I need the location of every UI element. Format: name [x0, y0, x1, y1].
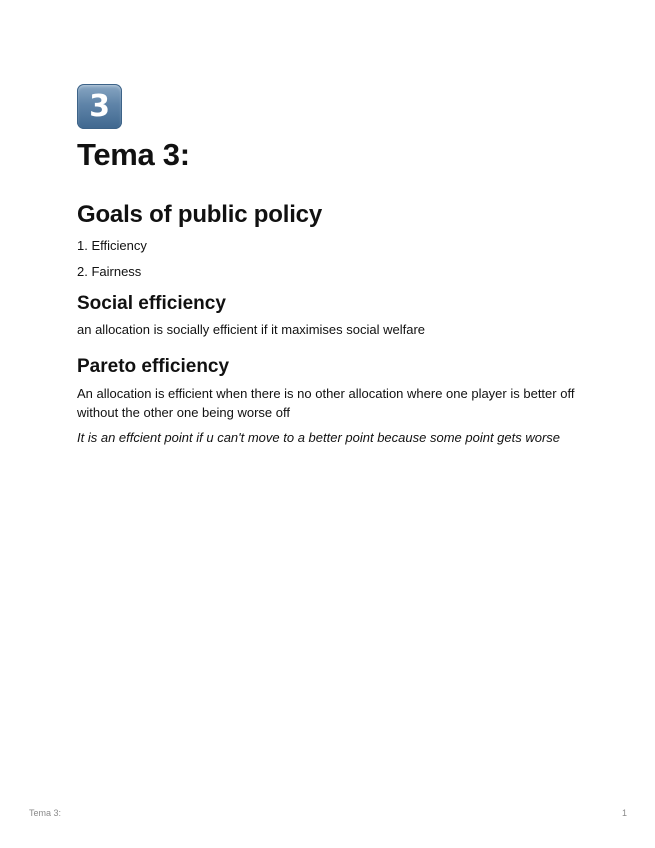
keycap-3-icon	[77, 84, 122, 129]
keycap-number: 3	[89, 88, 110, 124]
social-efficiency-heading: Social efficiency	[77, 293, 226, 314]
pareto-efficiency-note: It is an effcient point if u can't move to a better point because some point gets worse	[77, 430, 561, 445]
social-efficiency-text: an allocation is socially efficient if it maximises social welfare	[77, 322, 426, 337]
list-item: 2. Fairness	[77, 264, 142, 279]
document-content	[77, 136, 577, 447]
page-number: 1	[621, 808, 627, 818]
goals-list	[77, 236, 577, 281]
goals-heading: Goals of public policy	[77, 201, 322, 228]
footer-title: Tema 3:	[29, 808, 62, 818]
page-title: Tema 3:	[77, 137, 190, 172]
list-item: 1. Efficiency	[77, 238, 147, 253]
pareto-efficiency-heading: Pareto efficiency	[77, 356, 230, 377]
pareto-efficiency-text: An allocation is efficient when there is no other allocation where one player is better off without the other one being worse off	[77, 386, 575, 420]
